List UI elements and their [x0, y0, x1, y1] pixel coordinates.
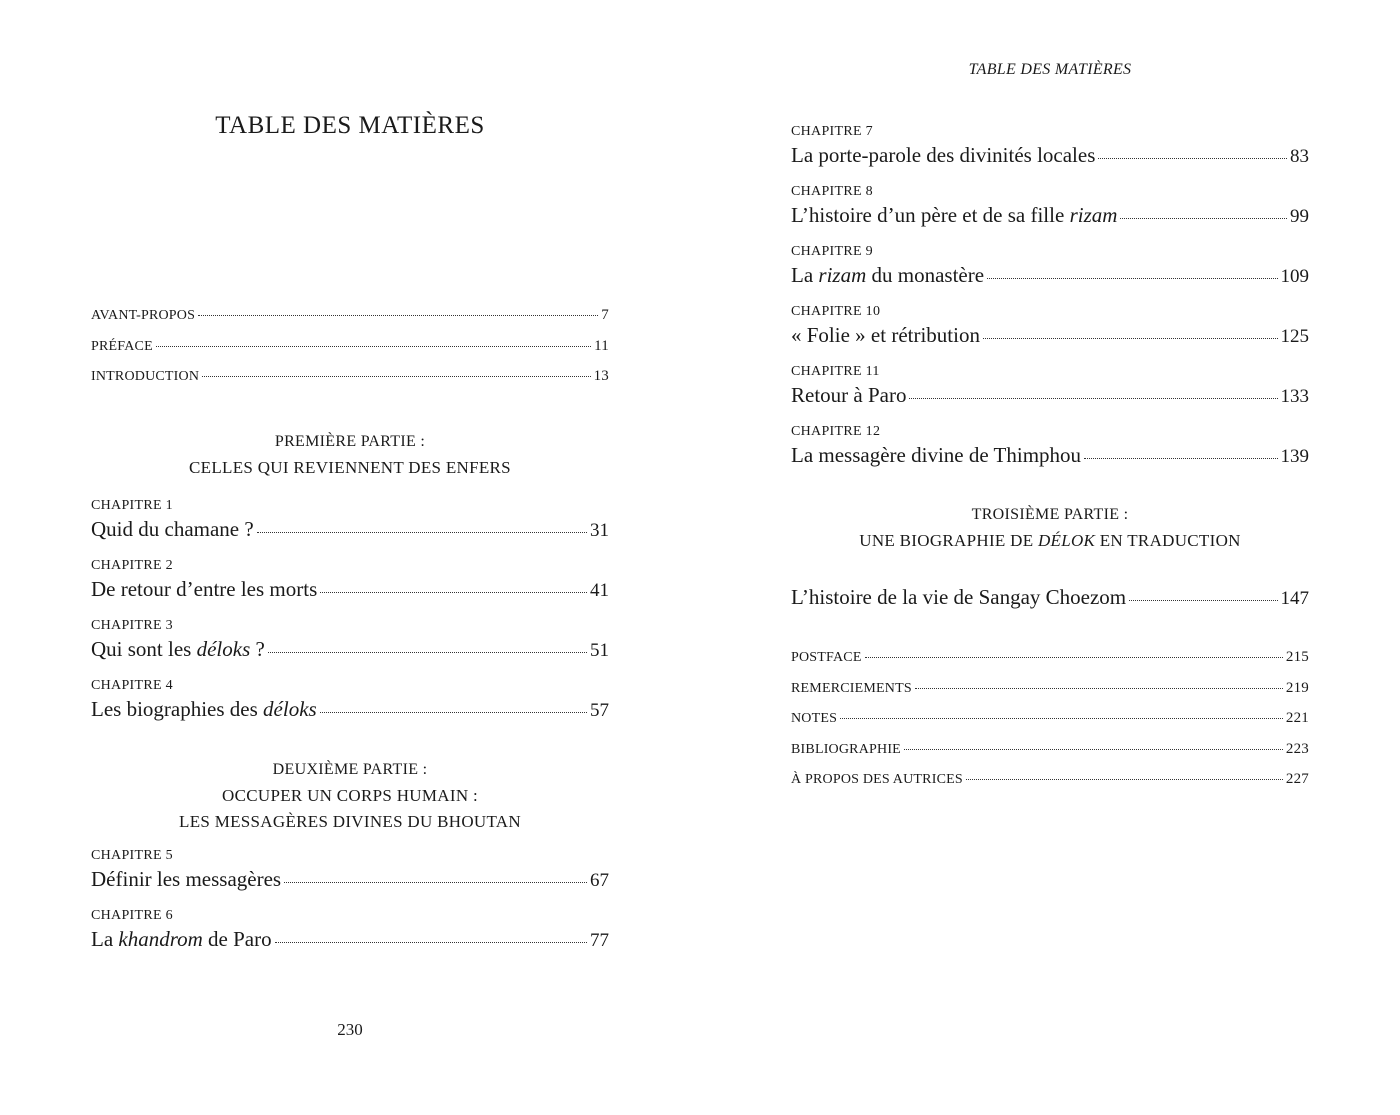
chapter-label: CHAPITRE 7 — [791, 124, 873, 139]
page-number: 109 — [1280, 266, 1309, 287]
dot-leader — [198, 315, 598, 316]
page-number: 13 — [593, 368, 609, 384]
toc-entry-bibliographie[interactable] — [791, 741, 1309, 772]
page-folio: 230 — [337, 1020, 363, 1039]
chapter-label: CHAPITRE 12 — [791, 424, 881, 439]
dot-leader — [987, 278, 1277, 279]
toc-chapter-6[interactable] — [91, 905, 609, 965]
page-number: 11 — [594, 337, 609, 354]
part-title: UNE BIOGRAPHIE DE DÉLOK EN TRADUCTION — [859, 531, 1241, 550]
dot-leader — [320, 592, 587, 593]
part-label: PREMIÈRE PARTIE : — [274, 433, 426, 450]
chapter-title: « Folie » et rétribution — [791, 323, 980, 347]
dot-leader — [257, 532, 587, 533]
dot-leader — [904, 749, 1283, 750]
chapter-title: La porte-parole des divinités locales — [791, 143, 1096, 167]
page-number: 83 — [1290, 146, 1309, 167]
toc-chapter-8[interactable] — [791, 181, 1309, 241]
toc-chapter-5[interactable] — [91, 845, 609, 905]
entry-title: PRÉFACE — [91, 338, 153, 354]
page-number: 41 — [590, 580, 609, 601]
part-heading-2 — [91, 757, 609, 835]
toc-entry-biography[interactable] — [791, 585, 1309, 610]
chapter-title: Quid du chamane ? — [91, 517, 254, 541]
toc-chapter-1[interactable] — [91, 495, 609, 555]
part-heading-1 — [91, 429, 609, 481]
dot-leader — [909, 398, 1277, 399]
page-number: 147 — [1280, 588, 1309, 609]
page-number: 31 — [590, 520, 609, 541]
toc-chapter-10[interactable] — [791, 301, 1309, 361]
toc-entry-avant-propos[interactable] — [91, 307, 609, 338]
page-number: 227 — [1285, 771, 1309, 787]
dot-leader — [268, 652, 587, 653]
toc-entry-postface[interactable] — [791, 649, 1309, 680]
chapter-label: CHAPITRE 10 — [791, 304, 881, 319]
toc-entry-introduction[interactable] — [91, 368, 609, 399]
entry-title: REMERCIEMENTS — [791, 680, 912, 696]
chapter-title: De retour d’entre les morts — [91, 577, 318, 601]
part-title-line-1: OCCUPER UN CORPS HUMAIN : — [222, 786, 478, 805]
part-title-line-2: LES MESSAGÈRES DIVINES DU BHOUTAN — [179, 812, 521, 831]
page-number: 77 — [590, 930, 609, 951]
page-number: 215 — [1285, 649, 1309, 665]
entry-title: À PROPOS DES AUTRICES — [791, 772, 963, 787]
dot-leader — [320, 712, 587, 713]
entry-title: AVANT-PROPOS — [91, 308, 196, 323]
chapter-label: CHAPITRE 9 — [791, 244, 873, 259]
chapter-label: CHAPITRE 6 — [91, 908, 173, 923]
back-matter-list — [791, 649, 1309, 802]
chapter-title: Qui sont les déloks ? — [91, 637, 265, 661]
chapter-list-part-2-cont — [791, 121, 1309, 481]
entry-title: NOTES — [791, 711, 838, 726]
chapter-title: Les biographies des déloks — [91, 697, 317, 721]
chapter-title: La rizam du monastère — [791, 263, 985, 287]
page-number: 7 — [601, 307, 609, 323]
entry-title: POSTFACE — [791, 650, 862, 665]
dot-leader — [915, 688, 1283, 689]
dot-leader — [1129, 600, 1277, 601]
chapter-title: Définir les messagères — [91, 867, 282, 891]
page-number: 219 — [1285, 679, 1309, 696]
chapter-label: CHAPITRE 2 — [91, 558, 173, 573]
dot-leader — [983, 338, 1278, 339]
toc-entry-remerciements[interactable] — [791, 680, 1309, 711]
dot-leader — [202, 376, 590, 377]
chapter-title: La khandrom de Paro — [91, 927, 272, 951]
chapter-label: CHAPITRE 1 — [91, 498, 173, 513]
chapter-label: CHAPITRE 8 — [791, 184, 873, 199]
entry-title: BIBLIOGRAPHIE — [791, 741, 901, 757]
biography-entry-wrap — [791, 585, 1309, 610]
page-number: 67 — [590, 870, 609, 891]
chapter-label: CHAPITRE 11 — [791, 364, 880, 379]
chapter-label: CHAPITRE 3 — [91, 618, 173, 633]
dot-leader — [1084, 458, 1277, 459]
page-number: 51 — [590, 640, 609, 661]
front-matter-list — [91, 307, 609, 399]
chapter-title: Retour à Paro — [791, 383, 907, 407]
chapter-title: L’histoire d’un père et de sa fille rizam — [791, 203, 1118, 227]
dot-leader — [284, 882, 587, 883]
page-number: 223 — [1285, 740, 1309, 757]
chapter-label: CHAPITRE 5 — [91, 848, 173, 863]
dot-leader — [275, 942, 587, 943]
toc-chapter-12[interactable] — [791, 421, 1309, 481]
chapter-list-part-2 — [91, 845, 609, 965]
chapter-list-part-1 — [91, 495, 609, 735]
chapter-title: La messagère divine de Thimphou — [791, 443, 1082, 467]
page-number: 139 — [1280, 446, 1309, 467]
part-title: CELLES QUI REVIENNENT DES ENFERS — [189, 458, 511, 477]
page-number: 99 — [1290, 206, 1309, 227]
toc-chapter-9[interactable] — [791, 241, 1309, 301]
toc-chapter-3[interactable] — [91, 615, 609, 675]
dot-leader — [1098, 158, 1287, 159]
running-head: TABLE DES MATIÈRES — [968, 61, 1132, 78]
chapter-label: CHAPITRE 4 — [91, 678, 173, 693]
page-number: 125 — [1280, 326, 1309, 347]
page-title: TABLE DES MATIÈRES — [215, 112, 485, 139]
dot-leader — [966, 779, 1283, 780]
toc-chapter-7[interactable] — [791, 121, 1309, 181]
dot-leader — [156, 346, 591, 347]
part-label: TROISIÈME PARTIE : — [971, 506, 1129, 523]
part-label: DEUXIÈME PARTIE : — [272, 761, 428, 778]
part-heading-3 — [791, 502, 1309, 554]
toc-entry-notes[interactable] — [791, 710, 1309, 741]
dot-leader — [1120, 218, 1287, 219]
toc-entry-a-propos[interactable] — [791, 771, 1309, 802]
entry-title: L’histoire de la vie de Sangay Choezom — [791, 585, 1127, 609]
right-page — [700, 0, 1400, 1115]
dot-leader — [840, 718, 1283, 719]
entry-title: INTRODUCTION — [91, 369, 200, 384]
toc-entry-preface[interactable] — [91, 338, 609, 369]
toc-chapter-11[interactable] — [791, 361, 1309, 421]
toc-chapter-4[interactable] — [91, 675, 609, 735]
toc-chapter-2[interactable] — [91, 555, 609, 615]
page-number: 133 — [1280, 386, 1309, 407]
page-number: 57 — [590, 700, 609, 721]
dot-leader — [865, 657, 1283, 658]
page-number: 221 — [1285, 710, 1309, 726]
